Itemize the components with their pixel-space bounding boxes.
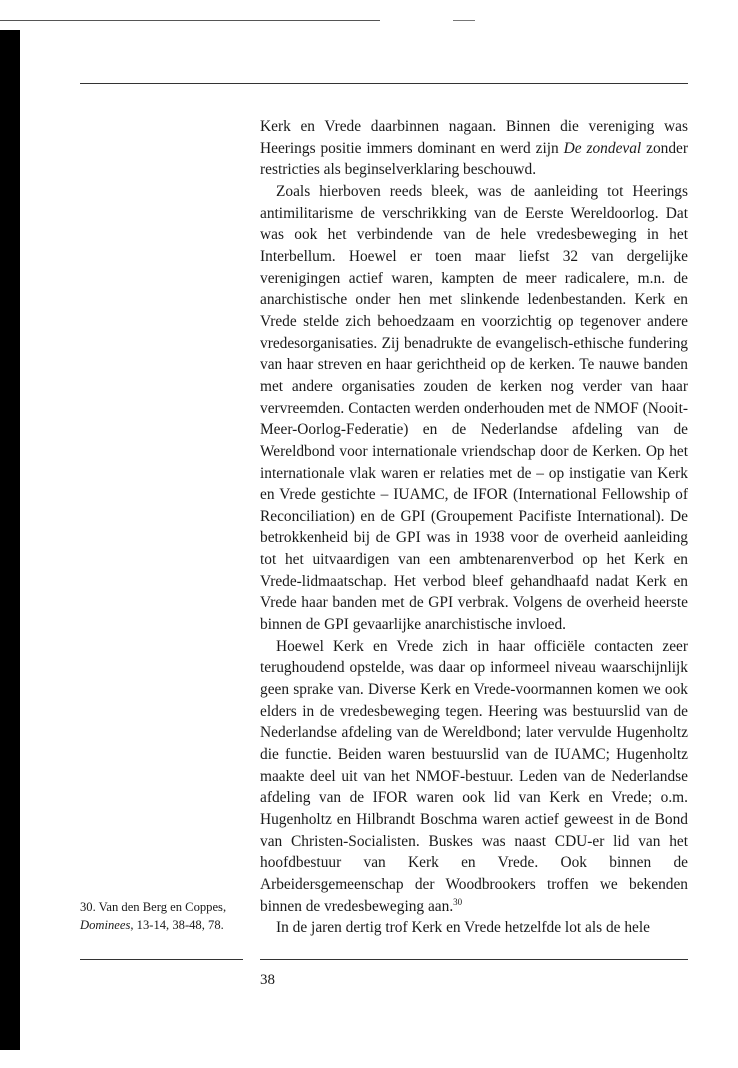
scan-edge-shadow [0,30,20,1050]
footnote-number: 30. [80,900,96,914]
paragraph-3-text: Hoewel Kerk en Vrede zich in haar officiële contacten zeer terughoudend opstelde, was daar op informeel niveau waarschijnlijk geen sprake van. Diverse Kerk en Vrede-voormannen komen we ook elders in de vredesbeweging tegen. Heering was bestuurslid van de Nederlandse afdeling van de Wereldbond; later vervulde Hugenholtz die functie. Beiden waren bestuurslid van de IUAMC; Hugenholtz maakte deel uit van het NMOF-bestuur. Leden van de Nederlandse afdeling van de IFOR waren ook lid van Kerk en Vrede; o.m. Hugenholtz en Hilbrandt Boschma waren actief geweest in de Bond van Christen-Socialisten. Buskes was naast CDU-er lid van het hoofdbestuur van Kerk en Vrede. Ook binnen de Arbeidersgemeenschap der Woodbrookers troffen we bekenden binnen de vredesbeweging aan. [260,637,688,915]
footnote [80,899,245,934]
paragraph-1-text: Kerk en Vrede daarbinnen nagaan. Binnen die vereniging was Heerings positie immers dominant en werd zijn [260,118,688,157]
top-scan-mark [453,20,475,21]
footnote-title: Dominees [80,917,131,932]
footer-rule [260,959,688,960]
page-number: 38 [260,972,275,988]
book-title: De zondeval [563,139,642,157]
paragraph-3 [260,636,688,918]
paragraph-2: Zoals hierboven reeds bleek, was de aanleiding tot Heerings antimilitarisme de verschrikking van de Eerste Wereldoorlog. Dat was ook het verbindende van de hele vredesbeweging in het Interbellum. Hoewel er toen maar liefst 32 van dergelijke verenigingen actief waren, kampten de meer radicalere, m.n. de anarchistische onder hen met slinkende ledenbestanden. Kerk en Vrede stelde zich behoedzaam en voorzichtig op tegenover andere vredesorganisaties. Zij benadrukte de evangelisch-ethische fundering van haar streven en haar gerichtheid op de kerken. Te nauwe banden met andere organisaties zouden de kerken nog verder van haar vervreemden. Contacten werden onderhouden met de NMOF (Nooit-Meer-Oorlog-Federatie) en de Nederlandse afdeling van de Wereldbond voor internationale vriendschap door de Kerken. Op het internationale vlak waren er relaties met de – op instigatie van Kerk en Vrede gestichte – IUAMC, de IFOR (International Fellowship of Reconciliation) en de GPI (Groupement Pacifiste International). De betrokkenheid bij de GPI was in 1938 voor de overheid aanleiding tot het uitvaardigen van een ambtenarenverbod op het Kerk en Vrede-lidmaatschap. Het verbod bleef gehandhaafd nadat Kerk en Vrede haar banden met de GPI verbrak. Volgens de overheid heerste binnen de GPI gevaarlijke anarchistische invloed. [260,182,688,634]
paragraph-4: In de jaren dertig trof Kerk en Vrede hetzelfde lot als de hele [276,919,650,937]
paragraph-1-text-end: zonder restricties als beginselverklaring beschouwd. [260,139,689,179]
footnote-pages: , 13-14, 38-48, 78. [130,917,224,932]
body-text [260,116,688,939]
footnote-reference[interactable]: 30 [453,896,463,907]
footnote-rule [80,959,243,960]
paragraph-1 [260,116,688,181]
header-rule [80,83,688,84]
footnote-text: Van den Berg en Coppes, [98,900,227,914]
top-edge-rule [0,20,380,21]
